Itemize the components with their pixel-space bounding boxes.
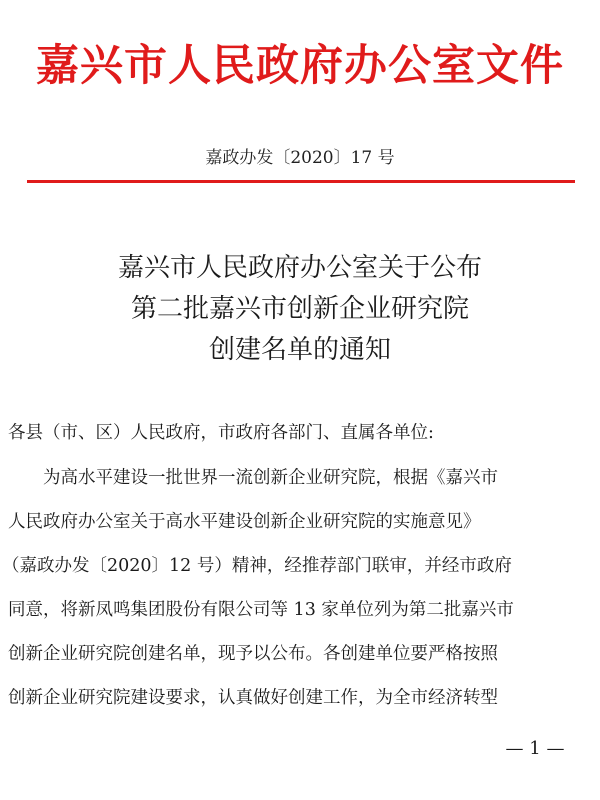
body-line-2: 人民政府办公室关于高水平建设创新企业研究院的实施意见》 xyxy=(8,512,481,532)
issuing-authority-header: 嘉兴市人民政府办公室文件 xyxy=(36,41,564,91)
body-line-1: 为高水平建设一批世界一流创新企业研究院，根据《嘉兴市 xyxy=(8,468,498,488)
body-line-5: 创新企业研究院创建名单，现予以公布。各创建单位要严格按照 xyxy=(8,644,498,664)
page-number: — 1 — xyxy=(505,738,565,759)
notice-title-line-2: 第二批嘉兴市创新企业研究院 xyxy=(130,294,469,324)
red-divider-line xyxy=(27,180,575,183)
notice-title-line-1: 嘉兴市人民政府办公室关于公布 xyxy=(117,253,482,283)
body-line-4: 同意，将新凤鸣集团股份有限公司等 13 家单位列为第二批嘉兴市 xyxy=(8,600,514,620)
notice-title-line-3: 创建名单的通知 xyxy=(208,335,391,365)
document-number: 嘉政办发〔2020〕17 号 xyxy=(205,148,395,168)
body-line-6: 创新企业研究院建设要求，认真做好创建工作，为全市经济转型 xyxy=(8,688,498,708)
salutation: 各县（市、区）人民政府，市政府各部门、直属各单位: xyxy=(8,423,434,443)
body-line-3: （嘉政办发〔2020〕12 号）精神，经推荐部门联审，并经市政府 xyxy=(2,556,512,576)
notice-title xyxy=(20,248,580,371)
